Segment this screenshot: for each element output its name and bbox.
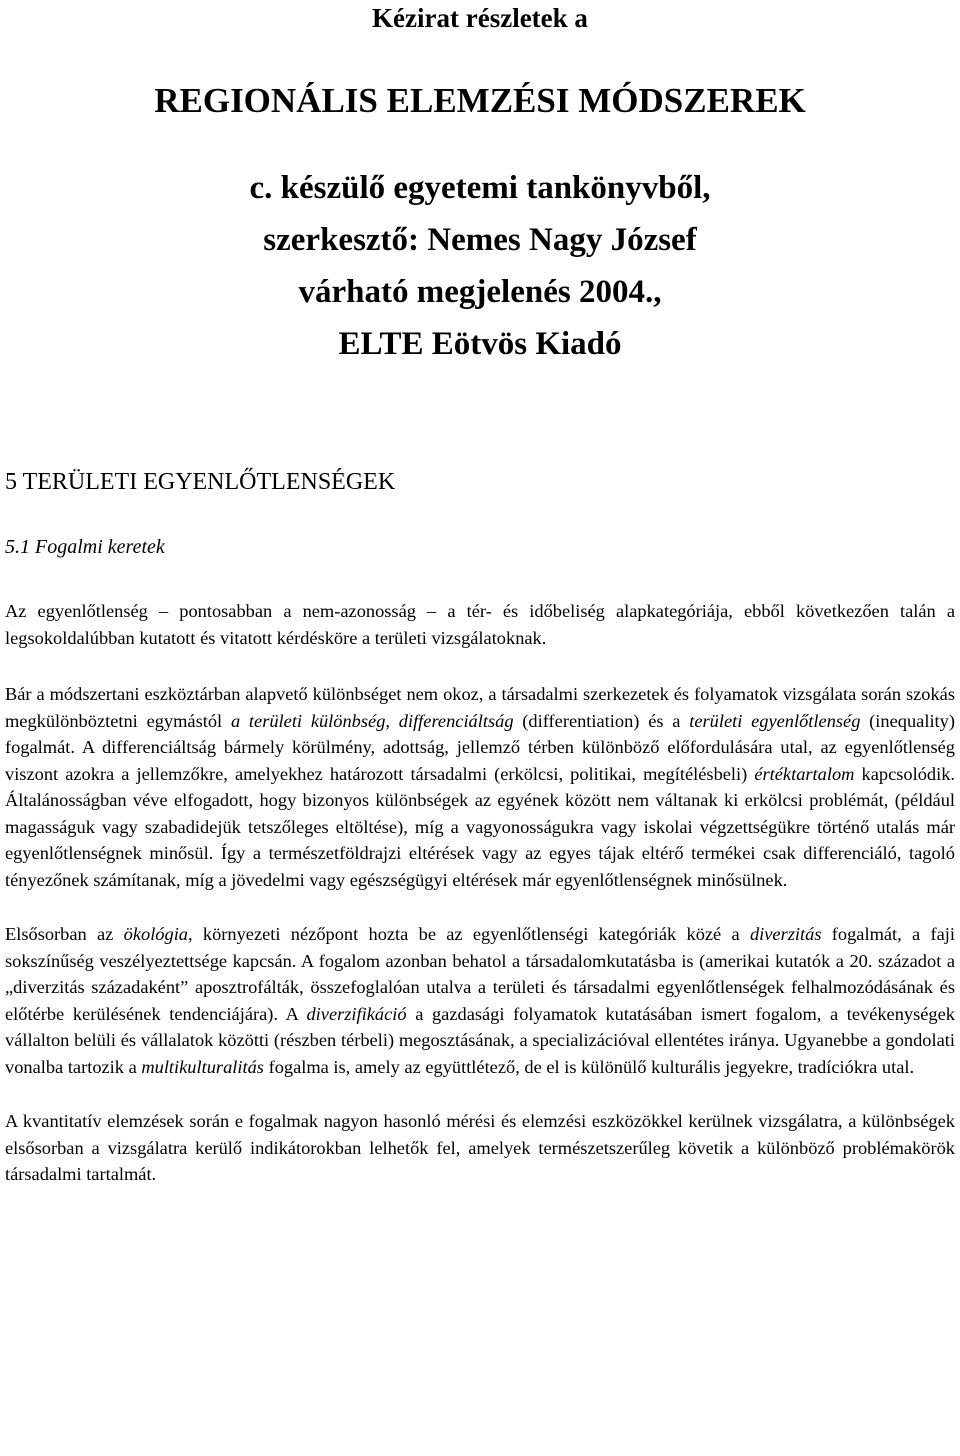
- book-title: REGIONÁLIS ELEMZÉSI MÓDSZEREK: [154, 81, 806, 120]
- header-subtitle: Kézirat részletek a: [372, 3, 588, 33]
- book-info-line: ELTE Eötvös Kiadó: [338, 326, 622, 362]
- book-info-line: várható megjelenés 2004.,: [298, 274, 662, 310]
- italic-term: területi egyenlőtlenség: [689, 710, 861, 731]
- italic-term: diverzifikáció: [306, 1003, 407, 1024]
- paragraph: A kvantitatív elemzések során e fogalmak nagyon hasonló mérési és elemzési eszközökkel kerülnek vizsgálatra, a különbségek elsősorban a vizsgálatra kerülő indikátorokban lelhetők fel, amelyek természetszerűleg követik a különböző problémakörök társadalmi tartalmát.: [5, 1111, 955, 1184]
- paragraph-text: fogalma is, amely az együttlétező, de el is különülő kulturális jegyekre, tradíciókra utal.: [263, 1056, 915, 1077]
- italic-term: ökológia,: [123, 924, 193, 944]
- book-info-line: szerkesztő: Nemes Nagy József: [263, 222, 697, 258]
- paragraph: [5, 921, 955, 1080]
- paragraph-text: környezeti nézőpont hozta be az egyenlőtlenségi kategóriák közé a: [192, 924, 750, 944]
- italic-term: értéktartalom: [754, 763, 855, 784]
- paragraph-text: fogalmát, a faji sokszínűség veszélyeztettsége kapcsán. A fogalom azonban behatol a társadalomkutatásba is (amerikai kutatók a 20. századot a „diverzitás századaként” aposztrofálták, összefoglalóan utalva a területi és társadalmi egyenlőtlenségek felhalmozódásának és előtérbe kerülésének tendenciájára). A: [5, 924, 955, 1024]
- document-page: [5, 0, 955, 1188]
- paragraph-text: (differentiation) és a: [513, 710, 690, 731]
- paragraph-text: kapcsolódik. Általánosságban véve elfogadott, hogy bizonyos különbségek az egyének között nem váltanak ki erkölcsi problémát, (például magasságuk vagy szabadidejük tetszőleges eltöltése), míg a vagyonosságukra vagy iskolai végzettségükre történő utalás már egyenlőtlenségnek minősül. Így a természetföldrajzi eltérések vagy az egyes tájak eltérő termékei csak differenciáló, tagoló tényezőnek számítanak, míg a jövedelmi vagy egészségügyi eltérések már egyenlőtlenségnek minősülnek.: [5, 763, 955, 890]
- book-info: [5, 162, 955, 370]
- section-heading: 5.1 Fogalmi keretek: [5, 536, 165, 558]
- paragraph-text: Elsősorban az: [5, 924, 124, 944]
- paragraph-text: (inequality) fogalmát. A differenciáltság bármely körülmény, adottság, jellemző térben különböző előfordulására utal, az egyenlőtlenség viszont azokra a jellemzőkre, amelyekhez határozott társadalmi (erkölcsi, politikai, megítélésbeli): [5, 710, 955, 784]
- paragraph-text: Bár a módszertani eszköztárban alapvető különbséget nem okoz, a társadalmi szerkezetek és folyamatok vizsgálata során szokás megkülönböztetni egymástól: [5, 684, 955, 731]
- paragraph: [5, 681, 955, 893]
- italic-term: a területi különbség, differenciáltság: [230, 710, 514, 731]
- paragraph: Az egyenlőtlenség – pontosabban a nem-azonosság – a tér- és időbeliség alapkategóriája, ebből következően talán a legsokoldalúbban kutatott és vitatott kérdésköre a területi vizsgálatoknak.: [5, 601, 955, 648]
- italic-term: multikulturalitás: [141, 1056, 264, 1077]
- italic-term: diverzitás: [749, 924, 822, 944]
- chapter-heading: 5 TERÜLETI EGYENLŐTLENSÉGEK: [5, 469, 396, 495]
- paragraph-text: a gazdasági folyamatok kutatásában ismert fogalom, a tevékenységek vállalton belüli és vállalatok közötti (részben térbeli) megosztásának, a specializációval ellentétes iránya. Ugyanebbe a gondolati vonalba tartozik a: [5, 1003, 955, 1077]
- document-header: [5, 0, 955, 370]
- book-info-line: c. készülő egyetemi tankönyvből,: [249, 170, 711, 206]
